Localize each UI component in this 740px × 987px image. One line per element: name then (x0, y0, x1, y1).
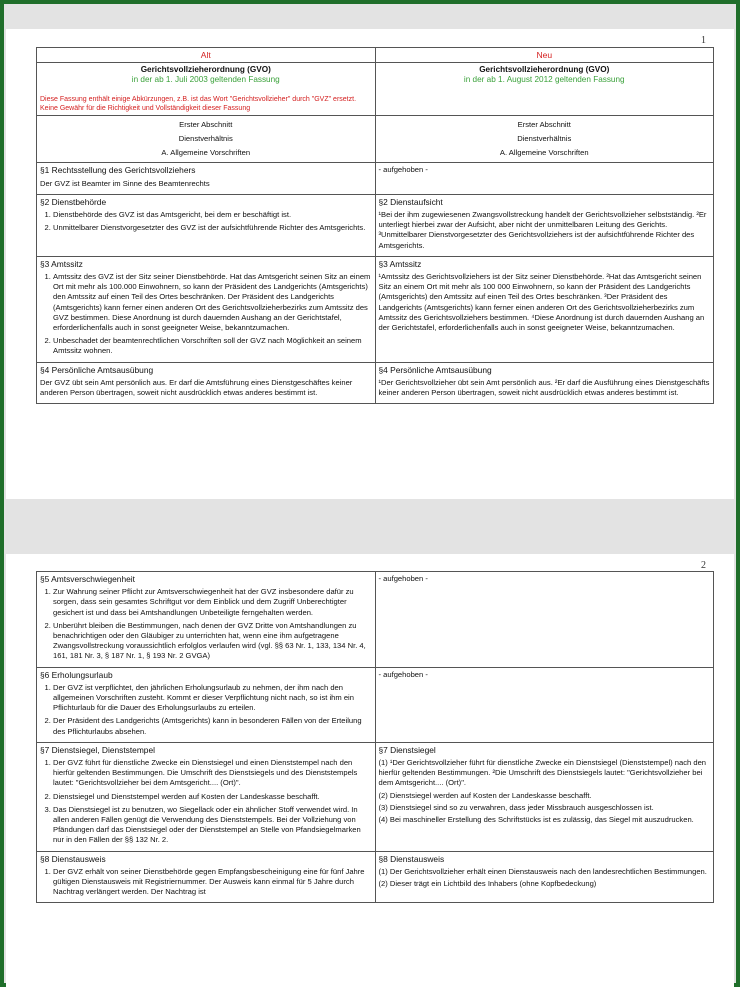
paragraph-text: (4) Bei maschineller Erstellung des Schriftstücks ist es zulässig, das Siegel mit auszudrucken. (378, 815, 694, 825)
section-heading: Dienstverhältnis (178, 134, 233, 144)
paragraph-heading: §4 Persönliche Amtsausübung (40, 364, 154, 375)
paragraph-text: ¹Der Gerichtsvollzieher übt sein Amt persönlich aus. ²Er darf die Ausführung eines Dienstgeschäfts keiner anderen Person übertragen, soweit nicht ausdrücklich etwas anderes bestimmt ist. (378, 377, 710, 398)
paragraph-heading: §5 Amtsverschwiegenheit (40, 574, 135, 584)
list-item: 2. Dienstsiegel und Dienststempel werden auf Kosten der Landeskasse beschafft. (53, 792, 372, 802)
list-item: 3. Das Dienstsiegel ist zu benutzen, wo Siegellack oder ein ähnlicher Stoff verwendet wird. In allen anderen Fällen genügt die Verwendung des Dienststempels. Bei der Vollziehung von Pfändungen darf das Dienstsiegel oder der Dienststempel an Stelle von Pfandsiegelmarken nur in den Fällen der §§ 132 Nr. 2. (53, 805, 372, 846)
paragraph-heading: §2 Dienstbehörde (40, 196, 107, 207)
s2-neu (375, 194, 714, 256)
page-number: 2 (701, 560, 706, 571)
column-header-neu: Neu (375, 48, 714, 63)
list-item: 1. Zur Wahrung seiner Pflicht zur Amtsverschwiegenheit hat der GVZ insbesondere dafür zu sorgen, dass sein gesamtes Schriftgut vor dem Einblick und dem Zugriff Unberechtigter gesichert ist und dass bei Amtshandlungen Unbeteiligte ferngehalten werden. (53, 587, 372, 618)
page-number: 1 (701, 35, 706, 46)
s8-alt (37, 851, 376, 903)
list-item: 1. Der GVZ ist verpflichtet, den jährlichen Erholungsurlaub zu nehmen, der ihm nach den allgemeinen Vorschriften zusteht. Kommt er dieser Verpflichtung nicht nach, so ist ihm ein Pflichturlaub für die Dauer des Erholungsurlaubs zu erteilen. (53, 683, 372, 714)
numbered-list (40, 272, 372, 357)
paragraph-row-s6 (37, 667, 714, 742)
paragraph-row-s4 (37, 362, 714, 404)
paragraph-heading: §2 Dienstaufsicht (378, 196, 443, 207)
subtitle-alt: in der ab 1. Juli 2003 geltenden Fassung (131, 75, 280, 85)
s1-neu (375, 163, 714, 194)
list-item: 1. Dienstbehörde des GVZ ist das Amtsgericht, bei dem er beschäftigt ist. (53, 210, 372, 220)
paragraph-heading: §8 Dienstausweis (40, 853, 106, 864)
list-item: 2. Unmittelbarer Dienstvorgesetzter des GVZ ist der aufsichtführende Richter des Amtsgerichts. (53, 223, 372, 233)
paragraph-text: ¹Amtssitz des Gerichtsvollziehers ist der Sitz seiner Dienstbehörde. ²Hat das Amtsgericht seinen Sitz an einem Ort mit mehr als 100 000 Einwohnern, so kann der Präsident des Landgerichts (Amtsgerichts) den Amtssitz auf einen Teil des Ortes beschränken. ³Der Präsident des Landgerichts (Amtsgerichts) kann ferner einen anderen Ort des Gerichtsvollzieherbezirks zum Amtssitz des Gerichtsvollziehers bestimmen. ⁴Diese Anordnung ist durch dauernden Aushang an der Gerichtstafel, erforderlichenfalls auch in sonst geeigneter Weise, bekanntzumachen. (378, 272, 705, 333)
s7-neu (375, 742, 714, 851)
paragraph-heading: §3 Amtssitz (378, 258, 422, 269)
s2-alt (37, 194, 376, 256)
subtitle-neu: in der ab 1. August 2012 geltenden Fassung (463, 75, 625, 85)
paragraph-heading: §3 Amtssitz (40, 258, 83, 269)
s7-alt (37, 742, 376, 851)
list-item: 1. Der GVZ erhält von seiner Dienstbehörde gegen Empfangsbescheinigung eine für fünf Jahre gültigen Dienstausweis mit Registriernummer. Der Ausweis kann einmal für 5 Jahre durch Nachtrag verlängert werden. Der Nachtrag ist (53, 867, 372, 898)
list-item: 2. Unberührt bleiben die Bestimmungen, nach denen der GVZ Dritte von Amtshandlungen zu benachrichtigen oder den Gläubiger zu unterrichten hat, wenn eine ihm aufgetragene Zwangsvollstreckung voraussichtlich erfolglos verlaufen wird (vgl. §§ 63 Nr. 1, 133, 134 Nr. 4, 161, 181 Nr. 3, § 187 Nr. 1, § 193 Nr. 2 GVGA) (53, 621, 372, 662)
section-heading: Dienstverhältnis (517, 134, 572, 144)
section-heading: A. Allgemeine Vorschriften (499, 148, 589, 158)
title-alt: Gerichtsvollzieherordnung (GVO) (140, 65, 271, 75)
paragraph-heading: §7 Dienstsiegel, Dienststempel (40, 744, 155, 755)
paragraph-text: Der GVZ ist Beamter im Sinne des Beamtenrechts (40, 178, 210, 188)
structure-cell-neu (375, 116, 714, 163)
s3-neu (375, 256, 714, 362)
paragraph-row-s1 (37, 163, 714, 194)
numbered-list (40, 210, 372, 233)
title-cell-alt (37, 63, 376, 116)
structure-row (37, 116, 714, 163)
s6-alt (37, 667, 376, 742)
section-heading: Erster Abschnitt (517, 120, 571, 130)
paragraph-row-s7 (37, 742, 714, 851)
section-heading: Erster Abschnitt (179, 120, 233, 130)
list-item: 1. Amtssitz des GVZ ist der Sitz seiner Dienstbehörde. Hat das Amtsgericht seinen Sitz an einem Ort mit mehr als 100.000 Einwohnern, so kann der Präsident des Landgerichts (Amtsgerichts) den Amtssitz auf einen Teil des Ortes beschränken. Der Präsident des Landgerichts (Amtsgerichts) kann ferner einen anderen Ort des Gerichtsvollzieherbezirks zum Amtssitz des GVZ bestimmen. Diese Anordnung ist durch dauernden Aushang an der Gerichtstafel, erforderlichenfalls auch in sonst geeigneter Weise, bekanntzumachen. (53, 272, 372, 333)
paragraph-text: (1) ¹Der Gerichtsvollzieher führt für dienstliche Zwecke ein Dienstsiegel (Dienststempel) nach den hierfür geltenden Bestimmungen. ²Die Umschrift des Dienstsiegels lautet: "Gerichtsvollzieher bei dem Amtsgericht.... (Ort)". (378, 758, 707, 788)
paragraph-row-s5 (37, 572, 714, 668)
comparison-table (36, 571, 714, 903)
paragraph-text: (2) Dieser trägt ein Lichtbild des Inhabers (ohne Kopfbedeckung) (378, 879, 597, 889)
list-item: 2. Unbeschadet der beamtenrechtlichen Vorschriften soll der GVZ nach Möglichkeit an seinem Amtssitz wohnen. (53, 336, 372, 356)
numbered-list (40, 867, 372, 898)
s3-alt (37, 256, 376, 362)
structure-cell-alt (37, 116, 376, 163)
s8-neu (375, 851, 714, 903)
paragraph-row-s3 (37, 256, 714, 362)
paragraph-heading: §7 Dienstsiegel (378, 744, 436, 755)
paragraph-text: (2) Dienstsiegel werden auf Kosten der Landeskasse beschafft. (378, 790, 592, 800)
paragraph-heading: §8 Dienstausweis (378, 853, 445, 864)
paragraph-heading: §6 Erholungsurlaub (40, 669, 113, 680)
paragraph-text: ¹Bei der ihm zugewiesenen Zwangsvollstreckung handelt der Gerichtsvollzieher selbstständig. ²Er unterliegt hierbei zwar der Aufsicht, aber nicht der unmittelbaren Leitung des Gerichts. ³Unmittelbarer Dienstvorgesetzter des Gerichtsvollziehers ist der aufsichtführende Richter des Amtsgerichts. (378, 210, 707, 250)
s6-neu (375, 667, 714, 742)
numbered-list (40, 683, 372, 737)
paragraph-row-s8 (37, 851, 714, 903)
paragraph-text: (1) Der Gerichtsvollzieher erhält einen Dienstausweis nach den landesrechtlichen Bestimmungen. (378, 866, 707, 876)
repealed-note: - aufgehoben - (378, 165, 428, 175)
title-neu: Gerichtsvollzieherordnung (GVO) (479, 65, 610, 75)
s4-neu (375, 362, 714, 404)
numbered-list (40, 758, 372, 846)
s5-alt (37, 572, 376, 668)
list-item: 2. Der Präsident des Landgerichts (Amtsgerichts) kann in besonderen Fällen von der Erteilung des Pflichturlaubs absehen. (53, 716, 372, 736)
paragraph-text: (3) Dienstsiegel sind so zu verwahren, dass jeder Missbrauch ausgeschlossen ist. (378, 802, 654, 812)
paragraph-heading: §4 Persönliche Amtsausübung (378, 364, 492, 375)
column-header-row (37, 48, 714, 63)
title-row (37, 63, 714, 116)
column-header-alt: Alt (37, 48, 376, 63)
document-page-1 (6, 29, 734, 499)
disclaimer-note: Diese Fassung enthält einige Abkürzungen, z.B. ist das Wort "Gerichtsvollzieher" durch "GVZ" ersetzt. Keine Gewähr für die Richtigkeit und Vollständigkeit dieser Fassung (40, 95, 357, 113)
s5-neu (375, 572, 714, 668)
title-cell-neu (375, 63, 714, 116)
repealed-note: - aufgehoben - (378, 669, 428, 679)
s1-alt (37, 163, 376, 194)
list-item: 1. Der GVZ führt für dienstliche Zwecke ein Dienstsiegel und einen Dienststempel nach den hierfür geltenden Bestimmungen. Die Umschrift des Dienstsiegels und des Dienststempels lautet: "Gerichtsvollzieher bei dem Amtsgericht.... (Ort)". (53, 758, 372, 789)
repealed-note: - aufgehoben - (378, 574, 428, 583)
comparison-table (36, 47, 714, 404)
s4-alt (37, 362, 376, 404)
paragraph-heading: §1 Rechtsstellung des Gerichtsvollziehers (40, 165, 196, 176)
paragraph-row-s2 (37, 194, 714, 256)
paragraph-text: Der GVZ übt sein Amt persönlich aus. Er darf die Amtsführung eines Dienstgeschäftes keiner anderen Person übertragen, soweit nicht ausdrücklich etwas anderes bestimmt ist. (40, 377, 353, 398)
numbered-list (40, 587, 372, 661)
section-heading: A. Allgemeine Vorschriften (161, 148, 251, 158)
document-page-2 (6, 554, 734, 987)
